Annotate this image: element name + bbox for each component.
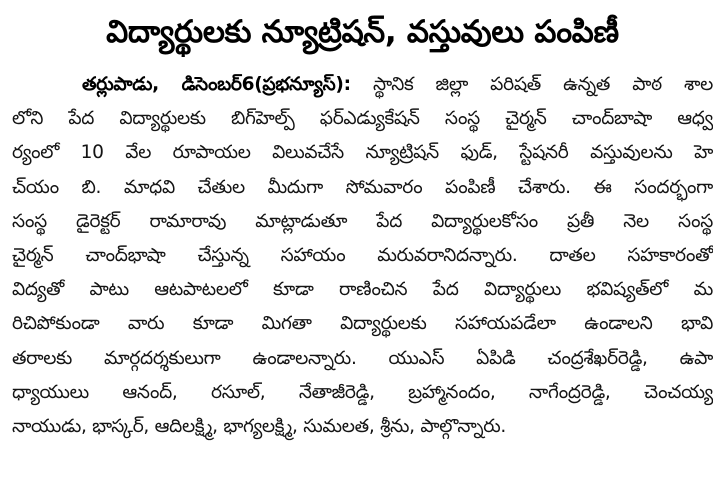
headline: విద్యార్థులకు న్యూట్రిషన్, వస్తువులు పంపిణీ [106,14,619,50]
article-body [12,68,713,444]
article-line: లోని పేద విద్యార్థులకు బిగ్‌హెల్ప్ ఫర్‌ఎడ్యుకేషన్ సంస్థ చైర్మన్ చాంద్‌బాషా ఆధ్వ [12,108,713,130]
article-line: చైర్మన్ చాంద్‌భాషా చేస్తున్న సహాయం మరువరానిదన్నారు. దాతల సహకారంతో [12,244,713,266]
article-line: విద్యతో పాటు ఆటపాటలలో కూడా రాణించిన పేద విద్యార్థులు భవిష్యత్‌లో మ [12,279,713,301]
article-line: సంస్థ డైరెక్టర్ రామారావు మాట్లాడుతూ పేద విద్యార్థులకోసం ప్రతీ నెల సంస్థ [12,210,713,232]
article-line: చ్‌యం బి. మాధవి చేతుల మీదుగా సోమవారం పంపిణీ చేశారు. ఈ సందర్భంగా [12,176,713,198]
article-line: ధ్యాయులు ఆనంద్, రసూల్, నేతాజీరెడ్డి, బ్రహ్మానందం, నాగేంద్రరెడ్డి, చెంచయ్య [12,381,713,403]
article-line-text: స్థానిక జిల్లా పరిషత్ ఉన్నత పాఠ శాల [350,74,713,95]
dateline: తర్లుపాడు, డిసెంబర్6(ప్రభన్యూస్): [82,74,351,95]
article-line: తరాలకు మార్గదర్శకులుగా ఉండాలన్నారు. యుఎస్ ఏపిడి చంద్రశేఖర్‌రెడ్డి, ఉపా [12,347,713,369]
article-line: రిచిపోకుండా వారు కూడా మిగతా విద్యార్థులకు సహాయపడేలా ఉండాలని భావి [12,313,713,335]
article-line: ర్యంలో 10 వేల రూపాయల విలువచేసే న్యూట్రిషన్ ఫుడ్, స్టేషనరీ వస్తువులను హె [12,142,713,164]
article-line: నాయుడు, భాస్కర్, ఆదిలక్ష్మి, భాగ్యలక్ష్మి, సుమలత, శ్రీను, పాల్గొన్నారు. [12,415,506,437]
article-line [12,68,713,102]
